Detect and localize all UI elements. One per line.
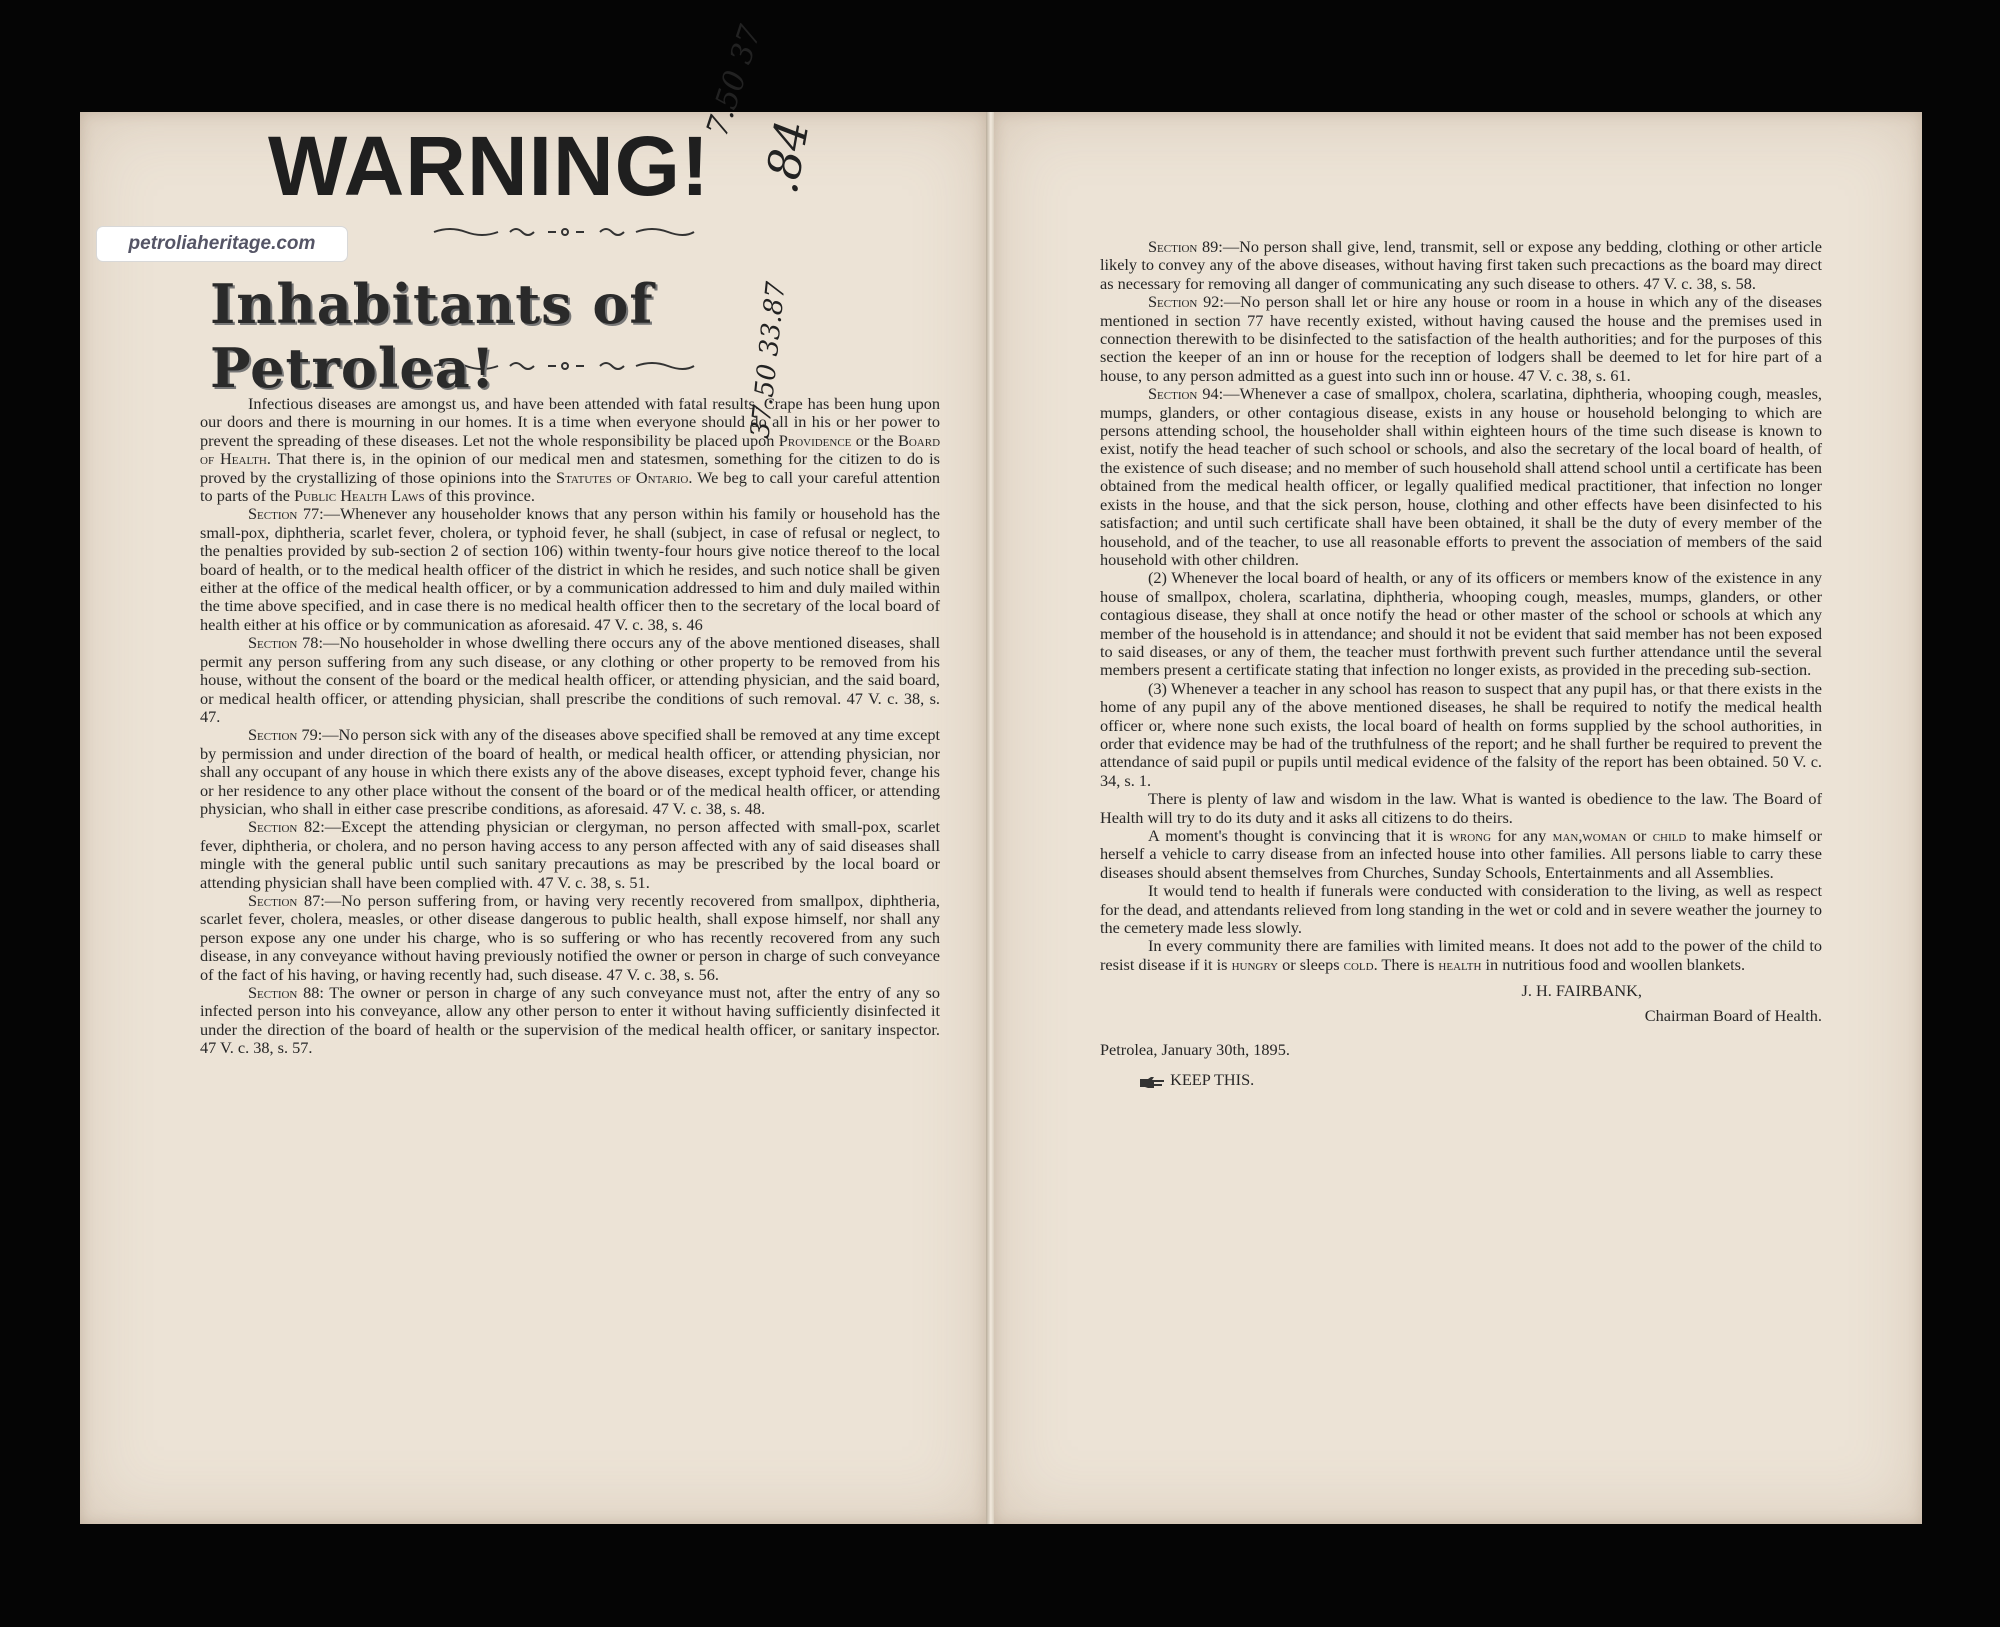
community-text-c: . There is <box>1373 954 1435 974</box>
community-text-b: or sleeps <box>1282 954 1340 974</box>
section-head: Section 89 <box>1148 237 1219 256</box>
warning-title: WARNING! <box>268 119 710 213</box>
section-94 <box>1100 385 1822 569</box>
section-head: Section 94 <box>1148 384 1219 404</box>
keep-this-note <box>1100 1071 1822 1089</box>
intro-providence: Providence <box>778 430 852 450</box>
moment-man: man <box>1552 826 1579 845</box>
moment-child: child <box>1652 826 1687 845</box>
dateline: Petrolea, January 30th, 1895. <box>1100 1040 1290 1060</box>
section-head: Section 77 <box>248 504 320 524</box>
section-87 <box>200 892 940 984</box>
moment-text-e: to make himself or herself a vehicle to carry disease from an infected house into other families. All persons liable to carry these diseases should absent themselves from Churches, Sunday Schools, Entertainments and all Assemblies. <box>1100 826 1823 882</box>
section-77 <box>200 505 940 634</box>
section-79 <box>200 726 940 818</box>
handwritten-note-b: .84 <box>753 116 820 198</box>
pointing-hand-icon <box>1138 1075 1166 1089</box>
right-column <box>1100 238 1822 1090</box>
section-text: :—Whenever any householder knows that any person within his family or household has the small-pox, diphtheria, scarlet fever, cholera, or typhoid fever, he shall (subject, in case of refusal or neglect, to the penalties provided by sub-section 2 of section 106) within twenty-four hours give notice thereof to the local board of health, or to the medical health officer of the district in which he resides, and such notice shall be given either at the office of the medical health officer, or by a communication addressed to him and duly mailed within the time above specified, and in case there is no medical health officer then to the secretary of the local board of health either at his office or by communication as aforesaid. 47 V. c. 38, s. 46 <box>200 504 941 634</box>
community-hungry: hungry <box>1231 954 1279 974</box>
watermark-badge: petroliaheritage.com <box>96 226 348 262</box>
community-text-d: in nutritious food and woollen blankets. <box>1485 954 1746 974</box>
ornament-top <box>430 226 698 238</box>
page-fold <box>986 112 994 1524</box>
section-text: :—No person shall give, lend, transmit, sell or expose any bedding, clothing or other article likely to convey any of the above diseases, without having first taken such precactions as the board may direct as necessary for removing all danger of communicating any such disease to others. 47 V. c. 38, s. 58. <box>1100 237 1823 293</box>
section-head: Section 92 <box>1148 292 1220 312</box>
handwritten-note-c: 37.50 33.87 <box>745 280 792 440</box>
section-head: Section 79 <box>248 725 318 745</box>
subtitle-inhabitants: Inhabitants of Petrolea! <box>210 272 654 400</box>
section-text: :—No person suffering from, or having very recently recovered from smallpox, diphtheria, scarlet fever, cholera, measles, or other disease dangerous to public health, shall expose himself, nor shall any person expose any one under his charge, who is so suffering or who has recently recovered from any such disease, in any conveyance without having previously notified the owner or person in charge of such conveyance of the fact of his having, or having recently had, such disease. 47 V. c. 38, s. 56. <box>200 890 940 984</box>
moment-woman: woman <box>1582 826 1627 845</box>
section-head: Section 82 <box>248 817 321 837</box>
community-paragraph <box>1100 937 1822 974</box>
moment-paragraph <box>1100 827 1822 882</box>
subsection-3: (3) Whenever a teacher in any school has reason to suspect that any pupil has, or that there exists in the home of any pupil any of the above mentioned diseases, he shall be required to notify the medical health officer or, where none such exists, the local board of health on forms supplied by the school authorities, in order that evidence may be had of the truthfulness of the report; and he shall further be required to prevent the attendance of said pupil or pupils until medical evidence of the falsity of the report has been obtained. 50 V. c. 34, s. 1. <box>1100 678 1822 790</box>
section-head: Section 78 <box>248 633 319 653</box>
section-text: :—Whenever a case of smallpox, cholera, scarlatina, diphtheria, whooping cough, measles, mumps, glanders, or other contagious disease, exists in any house or household belonging to which are persons attending school, the householder shall within eighteen hours of the time such disease is known to exist, notify the head teacher of such school or schools, and also the secretary of the local board of health, of the existence of such disease; and no member of such household shall attend school until a certificate has been obtained from the medical health officer, or legally qualified medical practitioner, that infection no longer exists in the house, and that the sick person, house, clothing and other effects have been disinfected to his satisfaction; and until such certificate shall have been obtained, it shall be the duty of every member of the household, and of the teacher, to use all reasonable efforts to prevent the association of members of the said household with other children. <box>1100 384 1823 569</box>
intro-text-c: . That there is, in the opinion of our medical men and statesmen, something for the citizen to do is proved by the crystallizing of those opinions into the <box>200 449 940 487</box>
moment-text-b: for any <box>1497 826 1547 845</box>
keep-this-text: KEEP THIS. <box>1170 1070 1255 1090</box>
intro-text-e: of this province. <box>428 486 535 506</box>
handwritten-note-a: 7.50 37 <box>700 21 769 141</box>
section-text: :—Except the attending physician or clergyman, no person affected with small-pox, scarlet fever, diphtheria, or cholera, and no person having access to any person affected with any of said diseases shall mingle with the general public until such sanitary precautions as may be prescribed by the local board or attending physician shall have been complied with. 47 V. c. 38, s. 51. <box>200 817 940 892</box>
signature-role: Chairman Board of Health. <box>1644 1005 1822 1025</box>
section-89 <box>1100 238 1822 293</box>
left-column <box>200 395 940 1058</box>
section-head: Section 88 <box>248 983 320 1002</box>
subsection-2: (2) Whenever the local board of health, or any of its officers or members know of the existence in any house of smallpox, cholera, scarlatina, diphtheria, whooping cough, measles, mumps, glanders, or other contagious disease, they shall at once notify the head or other master of the school or schools at which any member of the household is in attendance; and should it not be evident that said member has not been exposed to said diseases, or any of them, the teacher must forthwith prevent such further attendance until the several members present a certificate stating that infection no longer exists, as provided in the preceding sub-section. <box>1100 568 1822 680</box>
intro-text-b: or the <box>855 430 894 450</box>
intro-statutes: Statutes of Ontario <box>556 467 689 487</box>
section-head: Section 87 <box>248 890 321 910</box>
intro-laws: Public Health Laws <box>294 486 425 506</box>
community-health: health <box>1438 954 1482 974</box>
section-text: :—No householder in whose dwelling there occurs any of the above mentioned diseases, shall permit any person suffering from any such disease, or any clothing or other property to be removed from his house, without the consent of the board or the medical health officer, or attending physician, and the said board, or medical health officer, or attending physician, shall prescribe the conditions of such removal. 47 V. c. 38, s. 47. <box>200 633 940 726</box>
section-text: :—No person sick with any of the diseases above specified shall be removed at any time except by permission and under direction of the board of health, or medical health officer, or attending physician, nor shall any occupant of any house in which there exists any of the above diseases, except typhoid fever, change his or her residence to any other place without the consent of the board or of the medical health officer, or attending physician, who shall in either case prescribe conditions, as aforesaid. 47 V. c. 38, s. 48. <box>200 725 940 818</box>
community-text-a: In every community there are families with limited means. It does not add to the power of the child to resist disease if it is <box>1100 936 1822 974</box>
section-82 <box>200 818 940 892</box>
intro-text-a: Infectious diseases are amongst us, and have been attended with fatal results. Crape has been hung upon our doors and there is mourning in our homes. It is a time when everyone should do all in his or her power to prevent the spreading of these diseases. Let not the whole responsibility be placed upon <box>200 394 940 450</box>
section-text: :—No person shall let or hire any house or room in a house in which any of the diseases mentioned in section 77 have recently existed, without having caused the house and the premises used in connection therewith to be disinfected to the satisfaction of the health authorities; and for the purposes of this section the keeper of an inn or house for the reception of lodgers shall be deemed to let for hire part of a house, to any person admitted as a guest into such inn or house. 47 V. c. 38, s. 61. <box>1100 292 1823 385</box>
section-text: : The owner or person in charge of any such conveyance must not, after the entry of any so infected person into his conveyance, allow any other person to enter it without having sufficiently disinfected it under the direction of the board of health or the supervision of the medical health officer, or sanitary inspector. 47 V. c. 38, s. 57. <box>200 983 941 1058</box>
section-78 <box>200 634 940 726</box>
funerals-paragraph: It would tend to health if funerals were conducted with consideration to the living, as well as respect for the dead, and attendants relieved from long standing in the wet or cold and in severe weather the journey to the cemetery made less slowly. <box>1100 881 1823 938</box>
intro-board: Board of Health <box>200 430 941 469</box>
intro-paragraph <box>200 395 940 505</box>
moment-text-c: , <box>1578 826 1583 845</box>
moment-text-a: A moment's thought is convincing that it is <box>1148 826 1444 845</box>
plenty-paragraph: There is plenty of law and wisdom in the law. What is wanted is obedience to the law. The Board of Health will try to do its duty and it asks all citizens to do theirs. <box>1100 789 1822 827</box>
community-cold: cold <box>1343 954 1374 974</box>
moment-text-d: or <box>1632 826 1647 845</box>
intro-text-d: . We beg to call your careful attention to parts of the <box>200 467 941 506</box>
signature-name: J. H. FAIRBANK, <box>1521 981 1642 1001</box>
section-88 <box>200 984 940 1058</box>
section-92 <box>1100 293 1822 385</box>
moment-wrong: wrong <box>1449 826 1492 845</box>
